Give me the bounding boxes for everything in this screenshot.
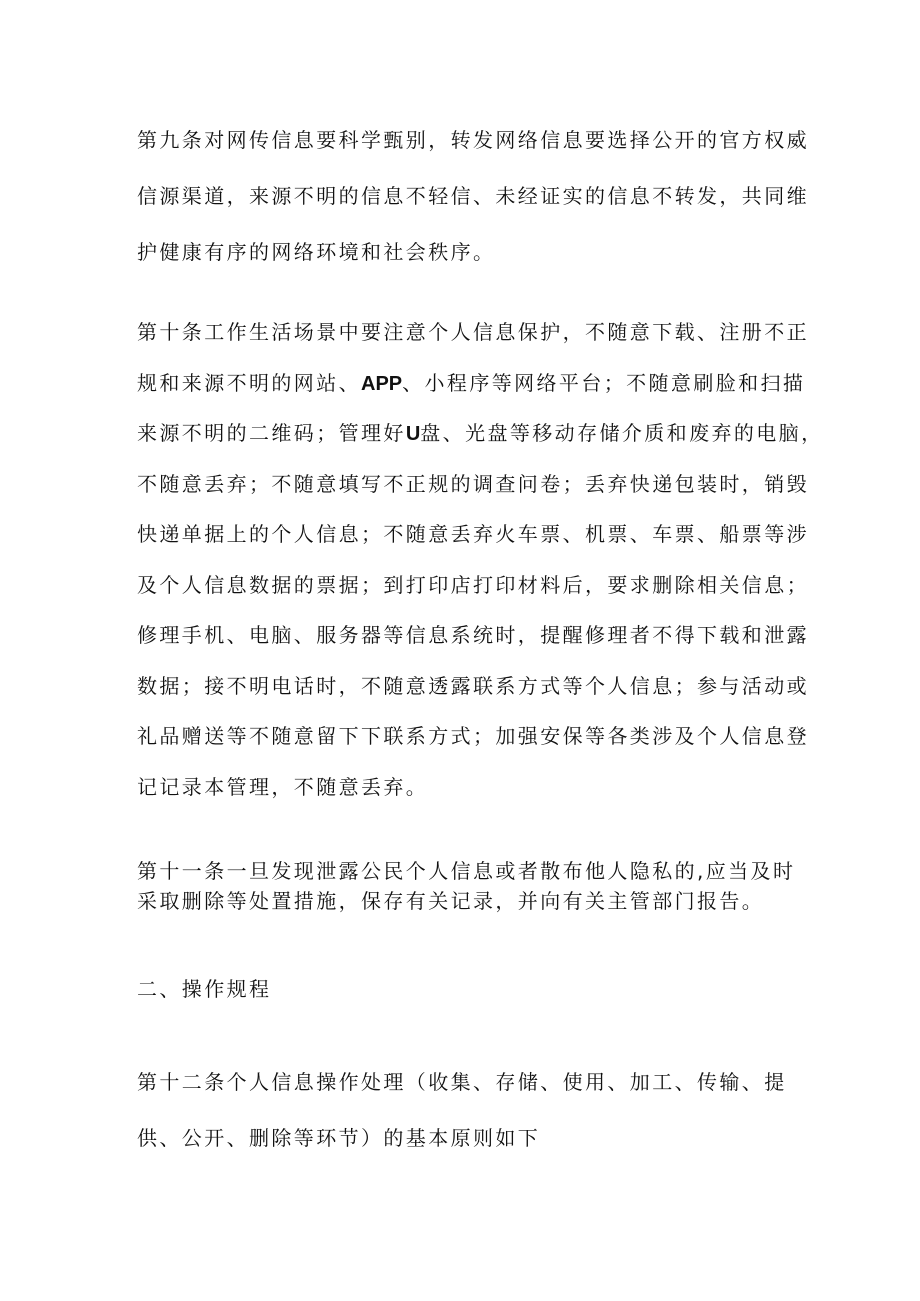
text-line: 来源不明的二维码；管理好U盘、光盘等移动存储介质和废弃的电脑， [137,421,824,445]
text-line: 第九条对网传信息要科学甄别，转发网络信息要选择公开的官方权威 [137,128,809,152]
text-line: 数据；接不明电话时，不随意透露联系方式等个人信息；参与活动或 [137,673,809,698]
text-line: 及个人信息数据的票据；到打印店打印材料后，要求删除相关信息； [137,572,809,597]
text-line: 修理手机、电脑、服务器等信息系统时，提醒修理者不得下载和泄露 [137,623,809,647]
text-line: 护健康有序的网络环境和社会秩序。 [137,240,496,264]
section-heading-text: 二、操作规程 [137,977,272,1001]
section-heading [137,974,797,1004]
text-line: 礼品赠送等不随意留下下联系方式；加强安保等各类涉及个人信息登 [137,724,809,748]
article-11-paragraph [137,856,797,916]
text-line: 记记录本管理，不随意丢弃。 [137,774,429,799]
text-line: 第十一条一旦发现泄露公民个人信息或者散布他人隐私的,应当及时 [137,859,796,883]
text-line: 第十条工作生活场景中要注意个人信息保护，不随意下载、注册不正 [137,320,809,344]
article-9-paragraph [137,125,809,293]
text-line: 信源渠道，来源不明的信息不轻信、未经证实的信息不转发，共同维 [137,184,809,208]
text-line: 不随意丢弃；不随意填写不正规的调查问卷；丢弃快递包装时，销毁 [137,471,809,496]
text-line: 供、公开、删除等环节）的基本原则如下 [137,1126,541,1150]
text-line: 规和来源不明的网站、APP、小程序等网络平台；不随意刷脸和扫描 [137,370,806,395]
text-line: 第十二条个人信息操作处理（收集、存储、使用、加工、传输、提 [137,1070,787,1094]
text-line: 采取删除等处置措施，保存有关记录，并向有关主管部门报告。 [137,889,765,913]
text-line: 快递单据上的个人信息；不随意丢弃火车票、机票、车票、船票等涉 [137,522,809,546]
article-10-paragraph [137,317,824,822]
article-12-paragraph [137,1067,797,1179]
